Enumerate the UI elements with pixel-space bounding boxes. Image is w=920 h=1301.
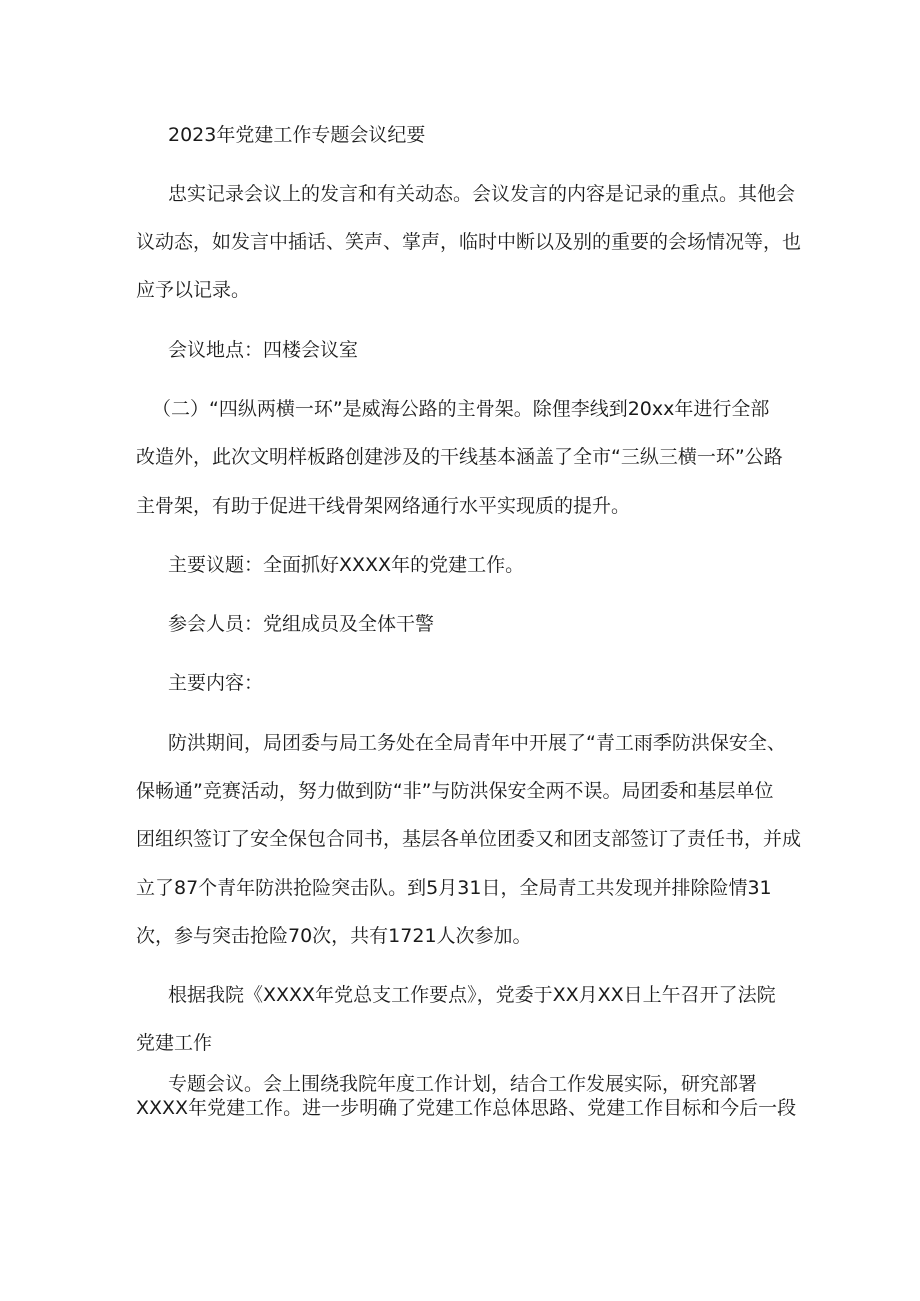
- paragraph-line: 主骨架，有助于促进干线骨架网络通行水平实现质的提升。: [136, 495, 631, 517]
- paragraph-line: （二）“四纵两横一环”是威海公路的主骨架。除俚李线到20xx年进行全部: [152, 398, 770, 420]
- paragraph-line: 应予以记录。: [136, 279, 251, 301]
- paragraph-line: 党建工作: [136, 1032, 213, 1054]
- paragraph-line: 团组织签订了安全保包合同书，基层各单位团委又和团支部签订了责任书，并成: [136, 828, 802, 850]
- paragraph-line: 次，参与突击抢险70次，共有1721人次参加。: [136, 925, 532, 947]
- paragraph-line: 保畅通”竞赛活动，努力做到防“非”与防洪保安全两不误。局团委和基层单位: [136, 780, 774, 802]
- paragraph-line: 忠实记录会议上的发言和有关动态。会议发言的内容是记录的重点。其他会: [168, 183, 796, 205]
- meeting-topic: 主要议题：全面抓好XXXX年的党建工作。: [168, 554, 525, 576]
- paragraph-line: 议动态，如发言中插话、笑声、掌声，临时中断以及别的重要的会场情况等，也: [136, 231, 802, 253]
- paragraph-line: 专题会议。会上围绕我院年度工作计划，结合工作发展实际，研究部署: [168, 1073, 758, 1095]
- paragraph-line: 立了87个青年防洪抢险突击队。到5月31日，全局青工共发现并排除险情31: [136, 877, 772, 899]
- document-title: 2023年党建工作专题会议纪要: [168, 124, 426, 146]
- paragraph-line: 防洪期间，局团委与局工务处在全局青年中开展了“青工雨季防洪保安全、: [168, 732, 786, 754]
- paragraph-line: 根据我院《XXXX年党总支工作要点》，党委于XX月XX日上午召开了法院: [168, 984, 776, 1006]
- meeting-location: 会议地点：四楼会议室: [168, 339, 359, 361]
- content-heading: 主要内容：: [168, 672, 264, 694]
- paragraph-line: 改造外，此次文明样板路创建涉及的干线基本涵盖了全市“三纵三横一环”公路: [136, 446, 783, 468]
- meeting-attendees: 参会人员：党组成员及全体干警: [168, 613, 435, 635]
- paragraph-line: XXXX年党建工作。进一步明确了党建工作总体思路、党建工作目标和今后一段: [136, 1097, 797, 1119]
